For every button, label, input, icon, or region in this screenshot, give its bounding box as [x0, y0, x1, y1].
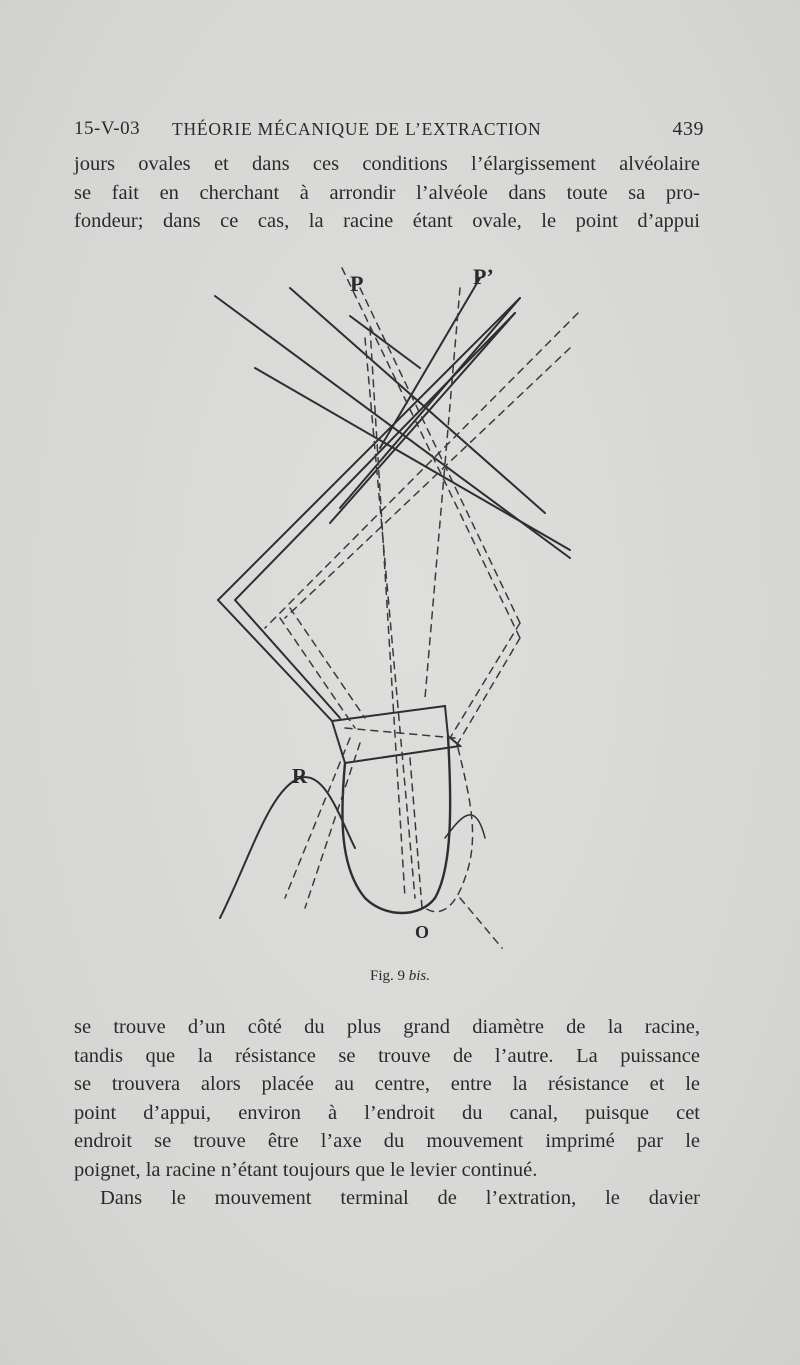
page-number: 439	[672, 118, 704, 140]
text-line: se trouvera alors placée au centre, entre la résistance et le	[74, 1073, 700, 1095]
caption-prefix: Fig. 9	[369, 968, 405, 984]
label-o: O	[415, 922, 430, 942]
text-line: endroit se trouve être l’axe du mouvement imprimé par le	[74, 1130, 700, 1152]
text-line: jours ovales et dans ces conditions l’élargissement alvéolaire	[74, 153, 700, 175]
text-line: fondeur; dans ce cas, la racine étant ovale, le point d’appui	[74, 210, 700, 232]
dashed-line	[280, 618, 355, 728]
dashed-line	[455, 638, 520, 748]
figure-caption	[0, 968, 800, 985]
text-line: se fait en cherchant à arrondir l’alvéole dans toute sa pro-	[74, 181, 700, 204]
forceps-outline-outer	[218, 298, 520, 721]
header-title: THÉORIE MÉCANIQUE DE L’EXTRACTION	[172, 119, 542, 139]
caption-suffix: bis.	[408, 968, 431, 984]
paragraph-top	[74, 150, 700, 236]
label-r: R	[292, 764, 308, 788]
crown-outline	[332, 706, 460, 763]
text-line: tandis que la résistance se trouve de l’autre. La puissance	[74, 1044, 700, 1067]
dashed-line	[410, 758, 422, 908]
text-line: Dans le mouvement terminal de l’extration, le davier	[100, 1187, 700, 1209]
dashed-line	[305, 743, 360, 908]
dashed-line	[290, 608, 365, 718]
dashed-line	[285, 348, 570, 618]
text-line: se trouve d’un côté du plus grand diamètre de la racine,	[74, 1016, 700, 1038]
label-p-prime: P’	[473, 264, 494, 289]
dashed-line	[460, 898, 502, 948]
figure-diagram	[190, 258, 610, 958]
running-header	[74, 118, 704, 148]
dashed-line	[265, 313, 578, 628]
text-line: point d’appui, environ à l’endroit du canal, puisque cet	[74, 1101, 700, 1124]
diagram-line	[350, 316, 420, 368]
figure-9bis	[190, 258, 610, 958]
dashed-line	[450, 623, 520, 738]
gum-line	[220, 777, 355, 918]
text-line: poignet, la racine n’étant toujours que le levier continué.	[74, 1158, 538, 1181]
dashed-line	[425, 288, 460, 698]
label-p: P	[350, 271, 364, 296]
header-date: 15-V-03	[74, 118, 141, 139]
paragraph-bottom	[74, 1013, 700, 1213]
forceps-outline-inner	[235, 313, 515, 718]
